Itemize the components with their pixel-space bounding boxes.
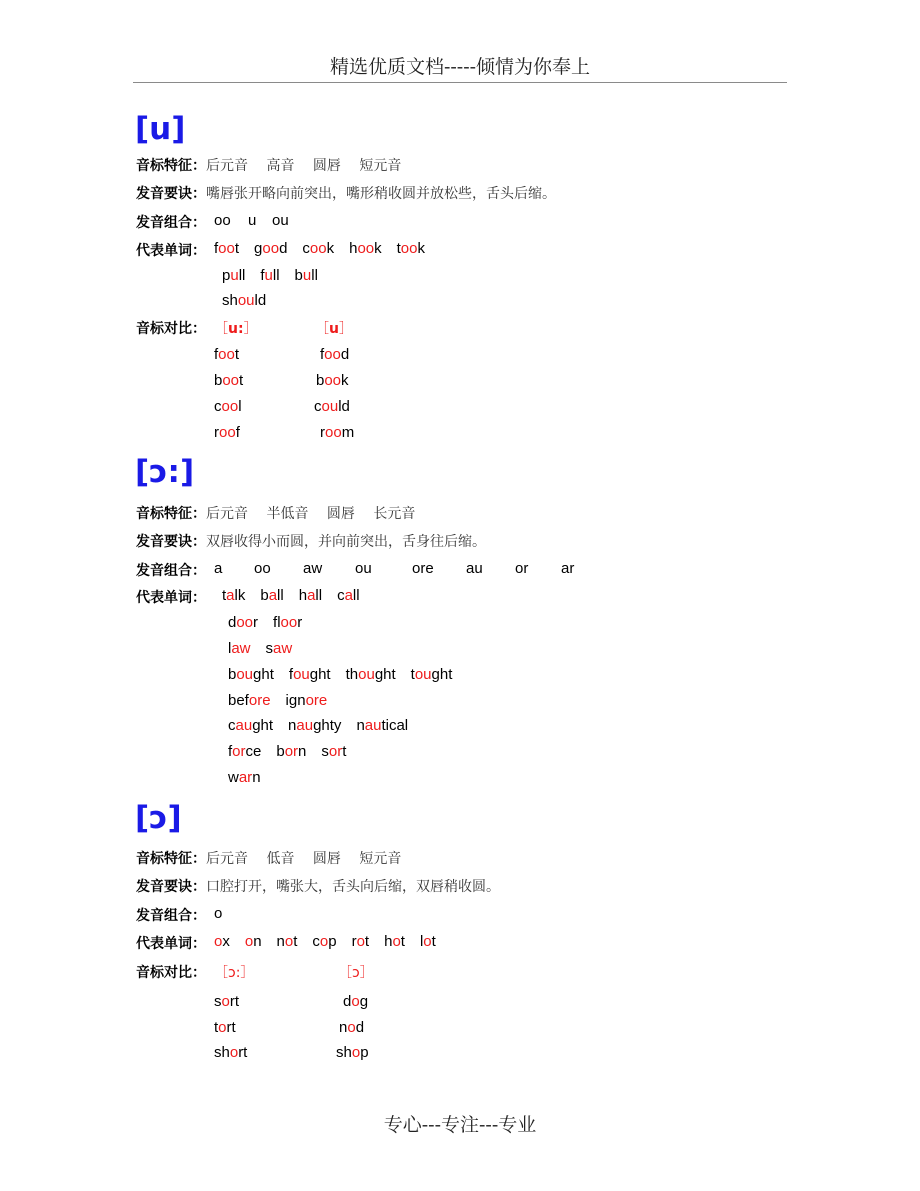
word: foot — [214, 346, 240, 363]
combo-label: 发音组合： — [136, 563, 206, 579]
combo-label: 发音组合： — [136, 215, 206, 231]
combo-item: oo — [214, 212, 231, 229]
compare-ipa-left: ［ɔ:］ — [214, 965, 255, 981]
word: room — [320, 424, 355, 441]
features-row — [136, 155, 401, 175]
word: warn — [228, 769, 261, 786]
word: food — [320, 346, 350, 363]
word: ox — [214, 933, 230, 950]
features-value: 后元音 半低音 圆唇 长元音 — [206, 506, 416, 522]
word: took — [396, 240, 425, 257]
word: bull — [294, 267, 318, 284]
words-label: 代表单词： — [136, 243, 206, 259]
word: hall — [298, 587, 323, 604]
word: before — [228, 692, 271, 709]
combo-label: 发音组合： — [136, 908, 206, 924]
word: rot — [351, 933, 370, 950]
word: cool — [214, 398, 242, 415]
word: call — [337, 587, 360, 604]
combo-item: a — [214, 560, 223, 577]
features-row — [136, 503, 415, 523]
word: cop — [312, 933, 337, 950]
word: dog — [343, 993, 369, 1010]
word: hot — [384, 933, 405, 950]
word: cook — [302, 240, 335, 257]
combo-item: aw — [303, 560, 323, 577]
tips-row — [136, 876, 500, 896]
word: sort — [214, 993, 240, 1010]
word: on — [244, 933, 262, 950]
word: fought — [288, 666, 331, 683]
word: foot — [214, 240, 240, 257]
word: boot — [214, 372, 244, 389]
features-value: 后元音 低音 圆唇 短元音 — [206, 851, 402, 867]
word: door — [228, 614, 259, 631]
features-label: 音标特征： — [136, 851, 206, 867]
features-label: 音标特征： — [136, 506, 206, 522]
compare-label: 音标对比： — [136, 965, 206, 981]
combo-row — [136, 560, 206, 580]
word: shop — [336, 1044, 369, 1061]
word: force — [228, 743, 262, 760]
word: hook — [349, 240, 382, 257]
word: lot — [419, 933, 436, 950]
word: full — [260, 267, 280, 284]
compare-label: 音标对比： — [136, 321, 206, 337]
word: not — [276, 933, 298, 950]
tips-label: 发音要诀： — [136, 186, 206, 202]
word: ball — [260, 587, 284, 604]
word: talk — [222, 587, 246, 604]
word: caught — [228, 717, 274, 734]
tips-label: 发音要诀： — [136, 879, 206, 895]
features-row — [136, 848, 401, 868]
word: ignore — [285, 692, 328, 709]
word: book — [316, 372, 349, 389]
tips-value: 嘴唇张开略向前突出，嘴形稍收圆并放松些，舌头后缩。 — [206, 186, 556, 202]
word: tort — [214, 1019, 236, 1036]
word: floor — [273, 614, 303, 631]
page-header: 精选优质文档-----倾情为你奉上 — [329, 56, 591, 78]
combo-item: au — [466, 560, 483, 577]
words-label: 代表单词： — [136, 590, 206, 606]
phonetic-symbol-u: [u] — [135, 111, 186, 147]
words-label: 代表单词： — [136, 936, 206, 952]
phonetic-symbol-ao-short: [ɔ] — [135, 800, 182, 836]
word: thought — [345, 666, 396, 683]
features-label: 音标特征： — [136, 158, 206, 174]
combo-row — [136, 212, 206, 232]
word: tought — [410, 666, 453, 683]
combo-item: or — [515, 560, 529, 577]
tips-row — [136, 183, 556, 203]
compare-ipa-right: ［ɔ］ — [338, 965, 374, 981]
compare-ipa-right: ［u］ — [315, 321, 353, 337]
combo-item: ou — [355, 560, 372, 577]
compare-ipa-left: ［u:］ — [214, 321, 258, 337]
features-value: 后元音 高音 圆唇 短元音 — [206, 158, 402, 174]
phonetic-symbol-ao-long: [ɔ:] — [135, 454, 195, 490]
word: short — [214, 1044, 248, 1061]
word: roof — [214, 424, 240, 441]
word: should — [222, 292, 267, 309]
tips-label: 发音要诀： — [136, 534, 206, 550]
word: naughty — [288, 717, 342, 734]
combo-row — [136, 905, 206, 925]
tips-value: 双唇收得小而圆，并向前突出，舌身往后缩。 — [206, 534, 486, 550]
word: bought — [228, 666, 274, 683]
combo-item: oo — [254, 560, 271, 577]
combo-item: o — [214, 905, 223, 922]
combo-item: u — [248, 212, 257, 229]
combo-item: ore — [412, 560, 434, 577]
tips-value: 口腔打开，嘴张大，舌头向后缩，双唇稍收圆。 — [206, 879, 500, 895]
page-footer: 专心---专注---专业 — [383, 1114, 537, 1136]
word: saw — [265, 640, 293, 657]
word: pull — [222, 267, 246, 284]
word: nautical — [356, 717, 409, 734]
word: good — [254, 240, 288, 257]
word: sort — [321, 743, 347, 760]
header-divider — [133, 82, 787, 83]
word: could — [314, 398, 350, 415]
word: nod — [339, 1019, 365, 1036]
combo-item: ar — [561, 560, 575, 577]
tips-row — [136, 531, 486, 551]
combo-item: ou — [272, 212, 289, 229]
word: law — [228, 640, 251, 657]
word: born — [276, 743, 307, 760]
